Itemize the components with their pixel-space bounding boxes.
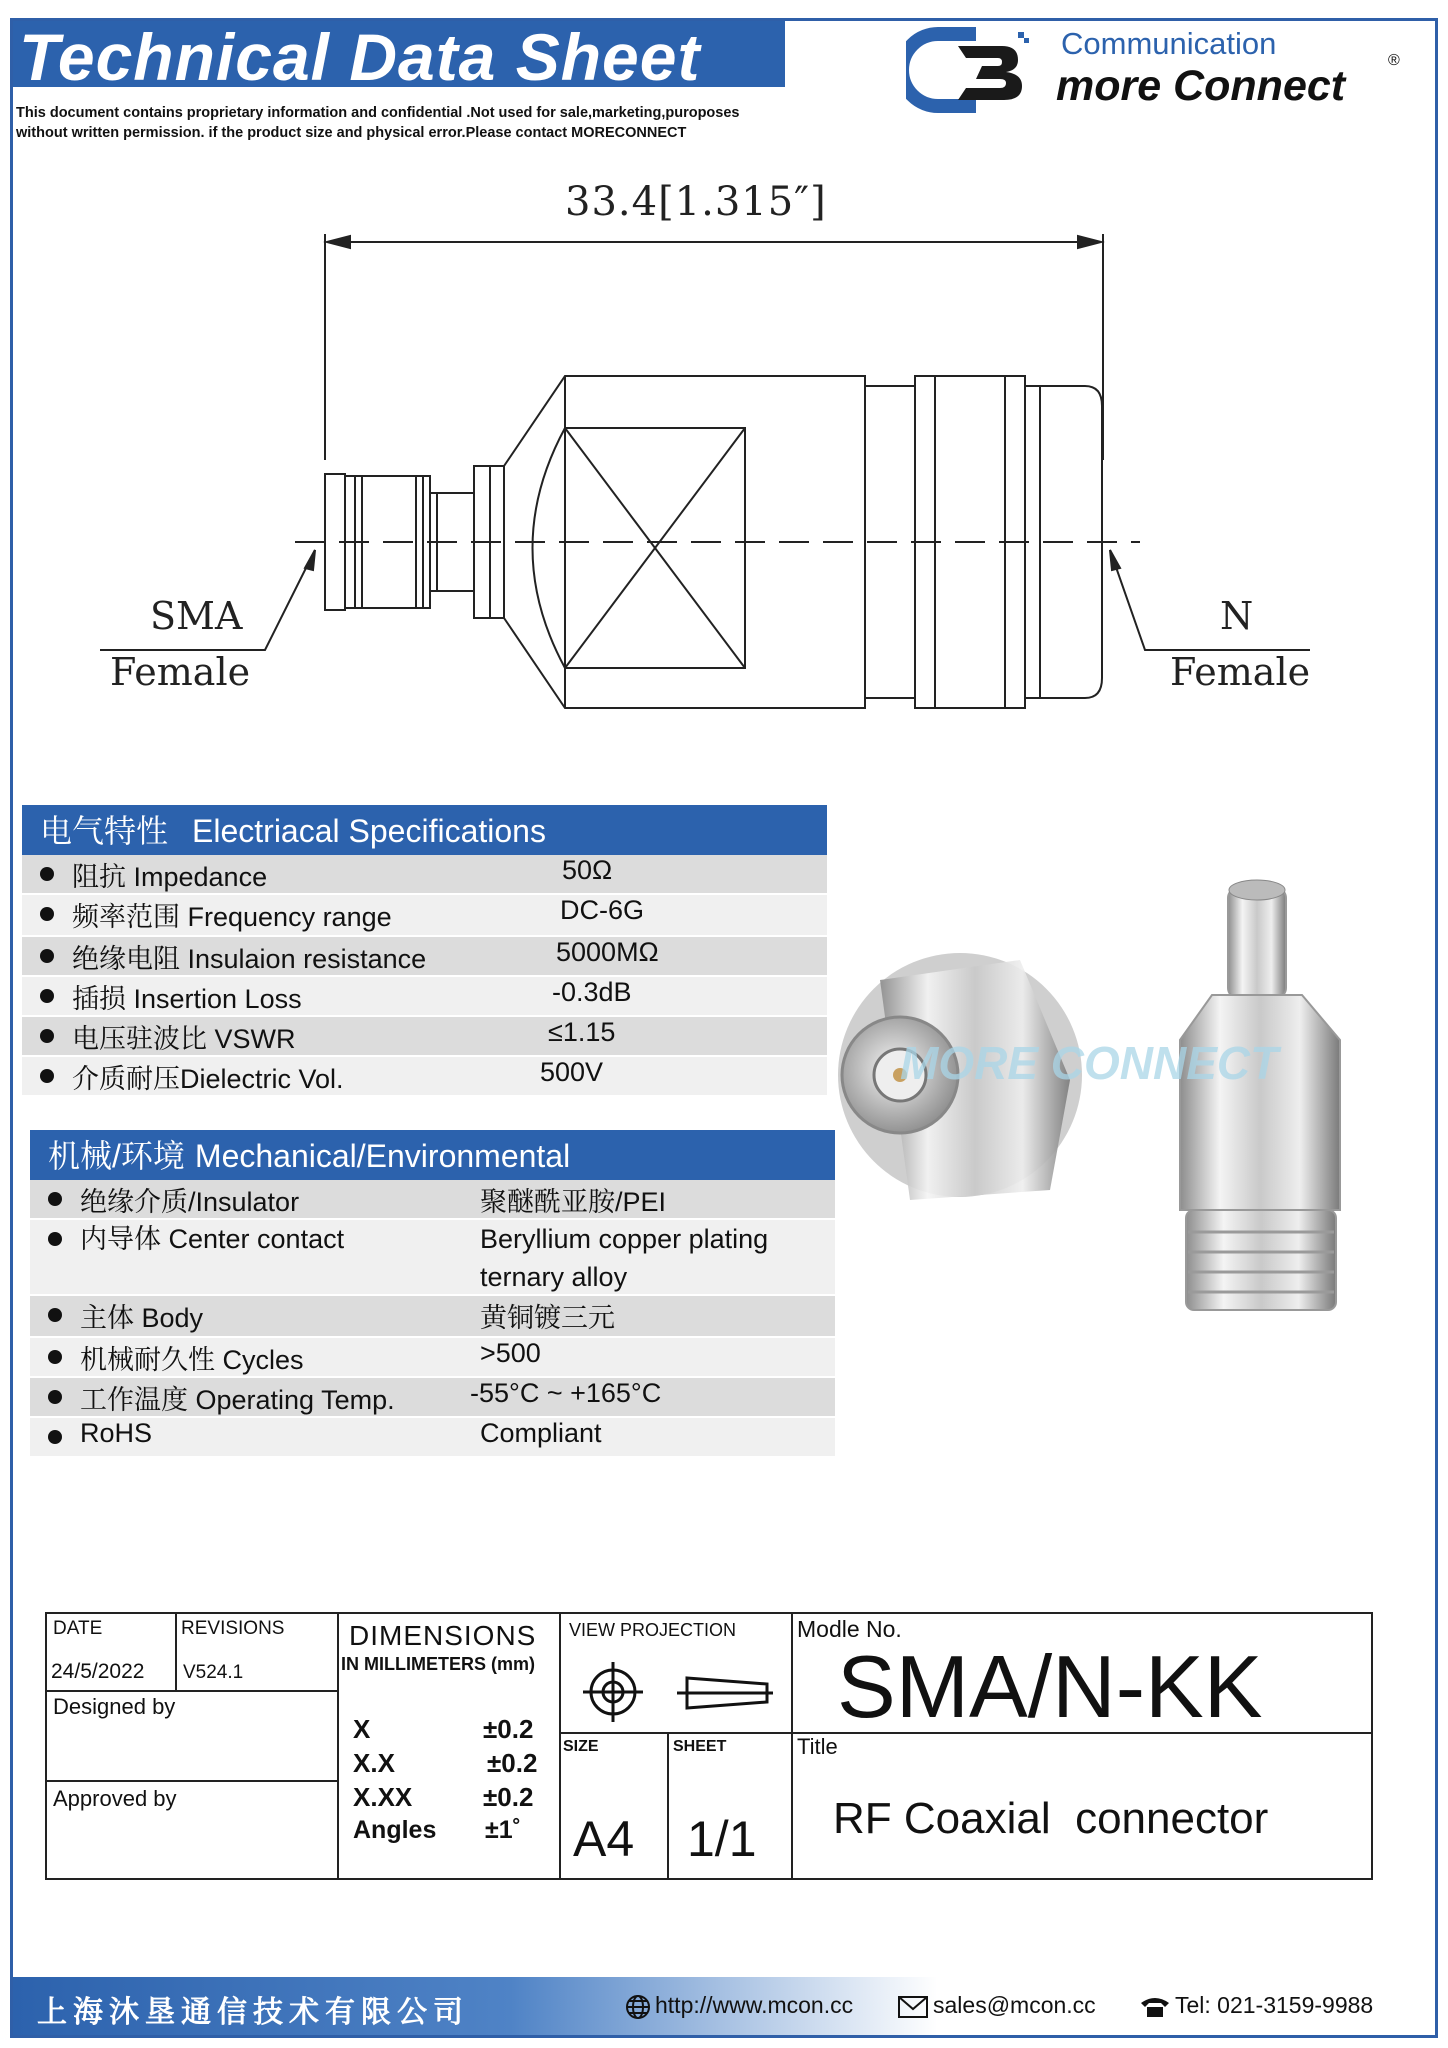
bullet-icon bbox=[48, 1390, 62, 1404]
confidential-notice bbox=[16, 103, 816, 143]
tolerance-value: ±0.2 bbox=[483, 1782, 534, 1812]
size-label: SIZE bbox=[563, 1738, 599, 1755]
tolerance-key: X.XX bbox=[353, 1782, 413, 1812]
bullet-icon bbox=[48, 1308, 62, 1322]
phone-number: Tel: 021-3159-9988 bbox=[1175, 1992, 1374, 2018]
spec-row bbox=[30, 1296, 835, 1338]
photo-watermark: MORE CONNECT bbox=[900, 1037, 1279, 1089]
spec-label: 介质耐压Dielectric Vol. bbox=[72, 1064, 344, 1094]
approved-by-label: Approved by bbox=[53, 1786, 177, 1811]
mechanical-specs-header bbox=[30, 1130, 835, 1180]
date-value: 24/5/2022 bbox=[51, 1660, 145, 1683]
spec-row bbox=[22, 977, 827, 1017]
spec-value: -55°C ~ +165°C bbox=[470, 1378, 662, 1408]
spec-value: 聚醚酰亚胺/PEI bbox=[480, 1187, 667, 1217]
mechanical-title-en: Mechanical/Environmental bbox=[194, 1138, 571, 1174]
product-title: RF Coaxial connector bbox=[833, 1794, 1269, 1843]
date-label: DATE bbox=[53, 1618, 103, 1639]
bullet-icon bbox=[48, 1350, 62, 1364]
tolerance-key: Angles bbox=[353, 1816, 437, 1844]
spec-label: 工作温度 Operating Temp. bbox=[80, 1385, 395, 1415]
spec-label: 主体 Body bbox=[80, 1303, 204, 1333]
electrical-title-en: Electriacal Specifications bbox=[192, 813, 546, 849]
notice-line-2: without written permission. if the product size and physical error.Please contact MORECONNECT bbox=[16, 125, 687, 141]
spec-label: 插损 Insertion Loss bbox=[72, 984, 302, 1014]
tolerance-value: ±0.2 bbox=[483, 1714, 534, 1744]
email-link[interactable]: sales@mcon.cc bbox=[933, 1992, 1096, 2018]
sheet-value: 1/1 bbox=[687, 1811, 757, 1867]
spec-row bbox=[22, 855, 827, 895]
spec-value-line-2: ternary alloy bbox=[480, 1262, 628, 1292]
units-label: IN MILLIMETERS (mm) bbox=[341, 1654, 535, 1674]
spec-label: 内导体 Center contact bbox=[80, 1224, 345, 1254]
model-number: SMA/N-KK bbox=[837, 1637, 1263, 1736]
electrical-title-cn: 电气特性 bbox=[40, 813, 169, 849]
title-label: Title bbox=[797, 1734, 838, 1759]
footer-bar bbox=[13, 1977, 1435, 2035]
logo-tagline: Communication bbox=[1061, 26, 1277, 61]
mail-icon bbox=[898, 1996, 928, 2018]
bullet-icon bbox=[40, 1069, 54, 1083]
model-label: Modle No. bbox=[797, 1616, 902, 1642]
sheet-label: SHEET bbox=[673, 1738, 727, 1755]
spec-label: 阻抗 Impedance bbox=[72, 862, 268, 892]
tolerance-key: X.X bbox=[353, 1748, 395, 1778]
spec-label: 绝缘介质/Insulator bbox=[80, 1187, 300, 1217]
spec-value: Compliant bbox=[480, 1418, 602, 1448]
website-link[interactable]: http://www.mcon.cc bbox=[655, 1992, 854, 2018]
spec-label: 机械耐久性 Cycles bbox=[80, 1345, 304, 1375]
mechanical-title-cn: 机械/环境 bbox=[48, 1138, 185, 1174]
globe-icon bbox=[625, 1994, 651, 2020]
tolerance-key: X bbox=[353, 1714, 371, 1744]
company-name: 上海沐垦通信技术有限公司 bbox=[37, 1995, 469, 2030]
left-connector-label: SMA bbox=[150, 594, 243, 638]
bullet-icon bbox=[40, 989, 54, 1003]
spec-row bbox=[22, 1017, 827, 1057]
spec-row bbox=[30, 1338, 835, 1378]
size-value: A4 bbox=[573, 1811, 635, 1867]
right-connector-gender: Female bbox=[1170, 650, 1311, 694]
spec-value: 5000MΩ bbox=[556, 937, 659, 967]
overall-length-dimension: 33.4[1.315″] bbox=[565, 179, 827, 225]
spec-value: 黄铜镀三元 bbox=[480, 1303, 615, 1333]
page-title: Technical Data Sheet bbox=[19, 20, 701, 94]
bullet-icon bbox=[40, 907, 54, 921]
revisions-value: V524.1 bbox=[183, 1662, 244, 1683]
spec-label: 绝缘电阻 Insulaion resistance bbox=[72, 944, 427, 974]
dimensions-label: DIMENSIONS bbox=[349, 1620, 537, 1651]
product-photo bbox=[820, 860, 1420, 1320]
view-projection-label: VIEW PROJECTION bbox=[569, 1620, 737, 1640]
title-bar bbox=[13, 20, 785, 94]
spec-value: >500 bbox=[480, 1338, 541, 1368]
registered-mark: ® bbox=[1388, 52, 1400, 69]
logo-brand: more Connect bbox=[1056, 62, 1346, 110]
phone-icon bbox=[1139, 1995, 1171, 2019]
spec-value: 50Ω bbox=[562, 855, 613, 885]
spec-value: 500V bbox=[540, 1057, 604, 1087]
projection-symbols-icon bbox=[577, 1658, 777, 1728]
spec-value: -0.3dB bbox=[552, 977, 632, 1007]
tolerance-value: ±1˚ bbox=[485, 1816, 521, 1844]
spec-value-line-1: Beryllium copper plating bbox=[480, 1224, 769, 1254]
spec-row bbox=[22, 1057, 827, 1097]
company-logo bbox=[906, 22, 1406, 122]
spec-label: 电压驻波比 VSWR bbox=[72, 1024, 296, 1054]
spec-label: RoHS bbox=[80, 1418, 153, 1448]
technical-drawing bbox=[100, 170, 1340, 730]
notice-line-1: This document contains proprietary information and confidential .Not used for sale,marketing,puroposes bbox=[16, 105, 740, 121]
title-block bbox=[45, 1612, 1373, 1880]
spec-value bbox=[480, 1220, 768, 1296]
spec-label: 频率范围 Frequency range bbox=[72, 902, 392, 932]
spec-value: DC-6G bbox=[560, 895, 645, 925]
logo-mark-icon bbox=[906, 26, 1046, 116]
designed-by-label: Designed by bbox=[53, 1694, 176, 1719]
spec-row bbox=[30, 1418, 835, 1458]
spec-row bbox=[30, 1378, 835, 1418]
bullet-icon bbox=[48, 1232, 62, 1246]
spec-row bbox=[22, 895, 827, 937]
spec-row bbox=[30, 1220, 835, 1296]
connector-drawing bbox=[100, 170, 1340, 730]
bullet-icon bbox=[48, 1192, 62, 1206]
spec-row bbox=[22, 937, 827, 977]
bullet-icon bbox=[40, 1029, 54, 1043]
electrical-specs-header bbox=[22, 805, 827, 855]
connector-photo-illustration bbox=[820, 860, 1420, 1320]
left-connector-gender: Female bbox=[110, 650, 251, 694]
right-connector-label: N bbox=[1220, 594, 1254, 638]
bullet-icon bbox=[48, 1430, 62, 1444]
spec-row bbox=[30, 1180, 835, 1220]
electrical-specs bbox=[22, 805, 827, 1097]
tolerance-value: ±0.2 bbox=[487, 1748, 538, 1778]
spec-value: ≤1.15 bbox=[548, 1017, 616, 1047]
revisions-label: REVISIONS bbox=[181, 1618, 285, 1639]
bullet-icon bbox=[40, 949, 54, 963]
mechanical-specs bbox=[30, 1130, 835, 1458]
bullet-icon bbox=[40, 867, 54, 881]
